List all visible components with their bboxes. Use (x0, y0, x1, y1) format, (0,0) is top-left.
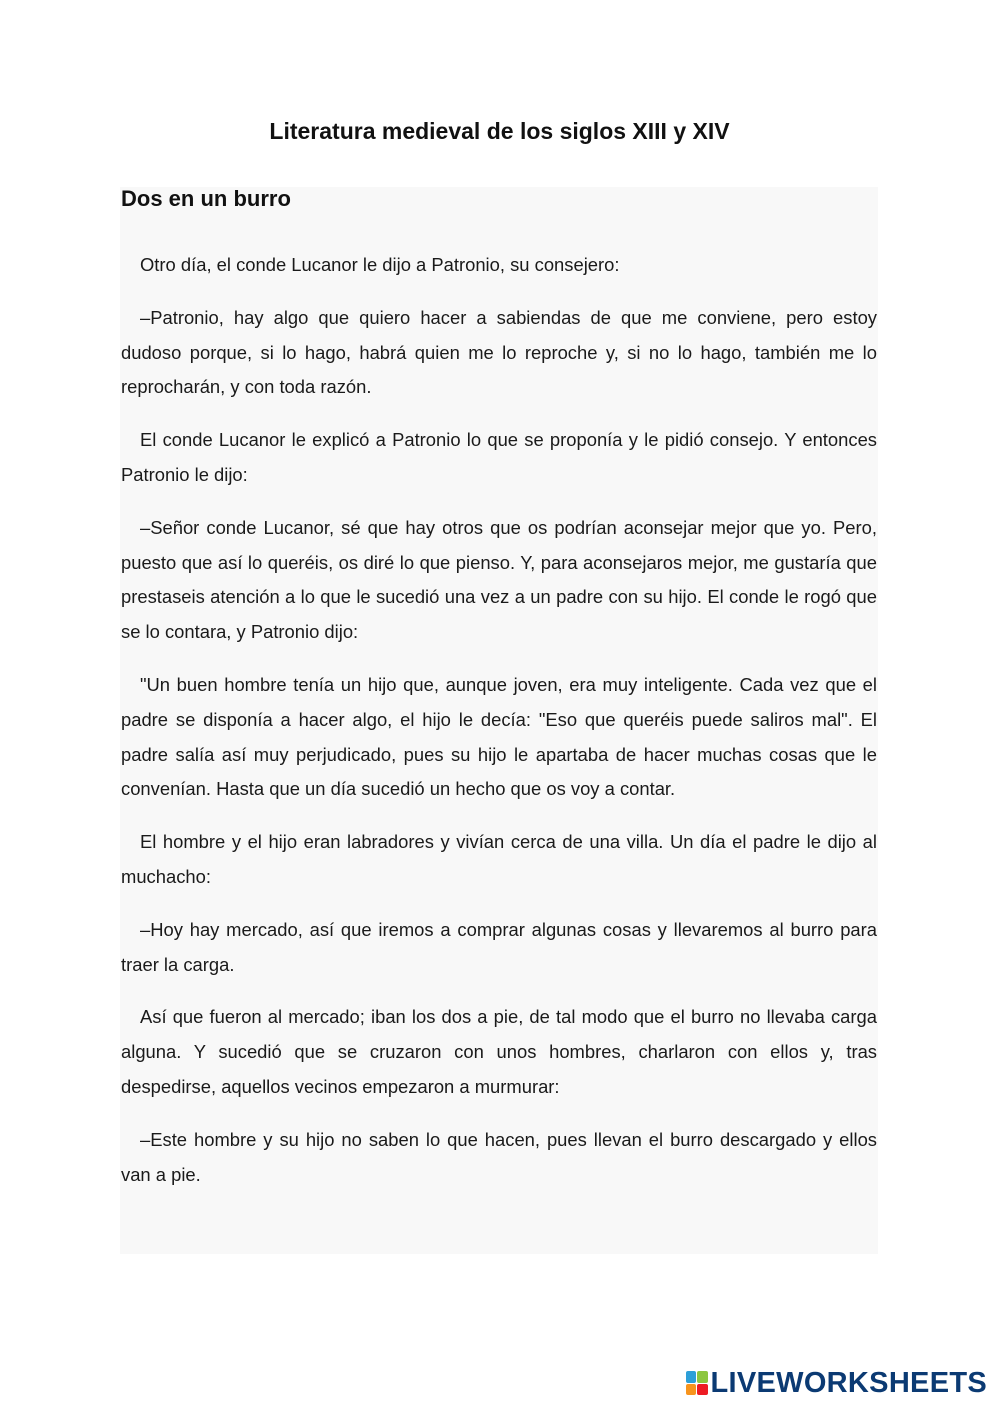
brand-name: LIVEWORKSHEETS (710, 1367, 987, 1399)
story-paragraph: Así que fueron al mercado; iban los dos a pie, de tal modo que el burro no llevaba carga alguna. Y sucedió que se cruzaron con unos hombres, charlaron con ellos y, tras despedirse, aquellos vecinos empezaron a murmurar: (121, 1006, 877, 1097)
logo-square (697, 1371, 708, 1383)
story-paragraph: –Hoy hay mercado, así que iremos a comprar algunas cosas y llevaremos al burro para traer la carga. (121, 918, 877, 975)
liveworksheets-logo-icon (686, 1371, 708, 1395)
story-paragraph: "Un buen hombre tenía un hijo que, aunque joven, era muy inteligente. Cada vez que el padre se disponía a hacer algo, el hijo le decía: "Eso que queréis puede saliros mal". El padre salía así muy perjudicado, pues su hijo le apartaba de hacer muchas cosas que le convenían. Hasta que un día sucedió un hecho que os voy a contar. (121, 673, 877, 800)
logo-square (686, 1384, 697, 1396)
liveworksheets-brand (686, 1368, 988, 1398)
section-heading: Dos en un burro (121, 186, 291, 211)
story-paragraph: –Este hombre y su hijo no saben lo que hacen, pues llevan el burro descargado y ellos van a pie. (121, 1128, 877, 1185)
story-paragraph: Otro día, el conde Lucanor le dijo a Patronio, su consejero: (140, 254, 620, 275)
logo-square (697, 1384, 708, 1396)
logo-square (686, 1371, 697, 1383)
story-paragraph: El conde Lucanor le explicó a Patronio lo que se proponía y le pidió consejo. Y entonces Patronio le dijo: (121, 429, 877, 485)
story-paragraph: El hombre y el hijo eran labradores y vivían cerca de una villa. Un día el padre le dijo al muchacho: (121, 831, 877, 887)
story-paragraph: –Señor conde Lucanor, sé que hay otros que os podrían aconsejar mejor que yo. Pero, puesto que así lo queréis, os diré lo que pienso. Y, para aconsejaros mejor, me gustaría que prestaseis atención a lo que le sucedió una vez a un padre con su hijo. El conde le rogó que se lo contara, y Patronio dijo: (121, 516, 877, 643)
story-body (121, 248, 877, 1210)
story-paragraph: –Patronio, hay algo que quiero hacer a sabiendas de que me conviene, pero estoy dudoso porque, si lo hago, habrá quien me lo reproche y, si no lo hago, también me lo reprocharán, y con toda razón. (121, 306, 877, 398)
page-title: Literatura medieval de los siglos XIII y XIV (269, 118, 730, 144)
